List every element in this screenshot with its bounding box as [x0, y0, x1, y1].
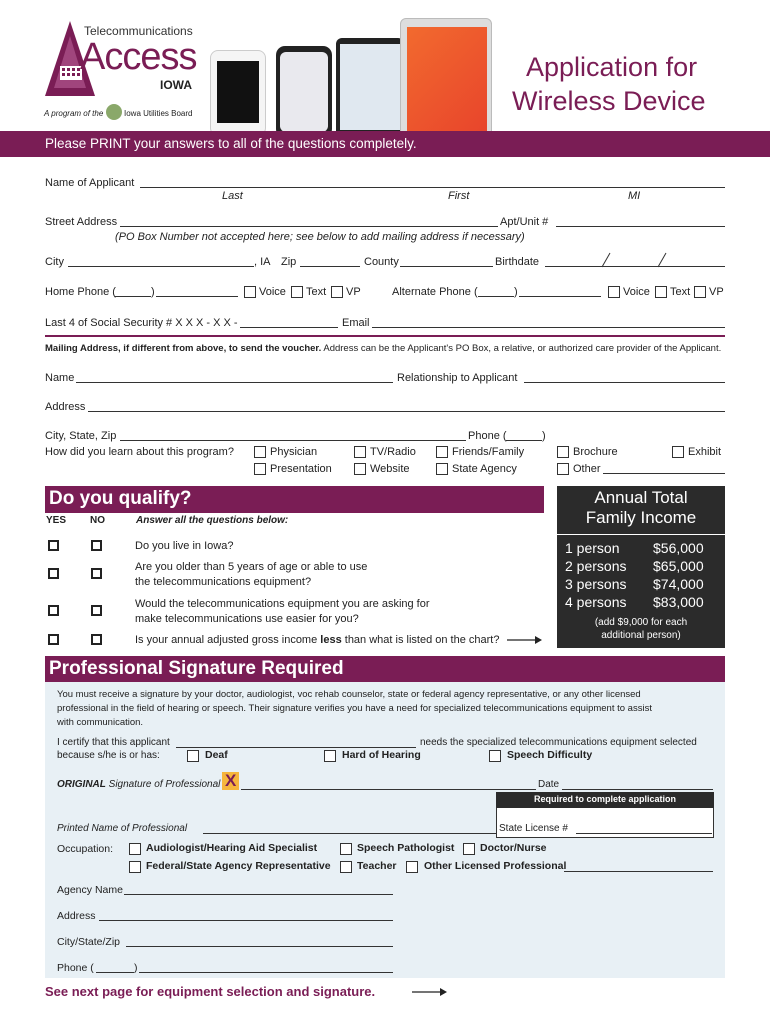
instruction-banner [0, 131, 770, 157]
qualify-header [45, 486, 544, 513]
income-panel [557, 486, 725, 648]
professional-header [45, 656, 725, 682]
city-label: City [45, 256, 64, 268]
phone-image-2 [276, 46, 332, 138]
date-slash-icon [656, 252, 668, 268]
alt-phone-label: Alternate Phone ( [392, 286, 478, 298]
yes-header: YES [46, 515, 67, 526]
apt-field[interactable] [556, 226, 725, 227]
prof-phone-area-field[interactable] [96, 972, 134, 973]
prof-address-label: Address [57, 910, 96, 922]
email-field[interactable] [372, 327, 725, 328]
tablet-image-1 [336, 38, 404, 138]
county-field[interactable] [400, 266, 493, 267]
name-label: Name of Applicant [45, 177, 135, 189]
friends-label: Friends/Family [452, 446, 525, 458]
occ-speech-path-label: Speech Pathologist [357, 842, 455, 854]
q1-yes-checkbox[interactable] [48, 540, 59, 551]
alt-text-checkbox[interactable] [655, 286, 667, 298]
occ-other-checkbox[interactable] [406, 861, 418, 873]
city-field[interactable] [68, 266, 254, 267]
voice-label: Voice [259, 286, 286, 298]
income-amount: $83,000 [653, 594, 704, 610]
occ-audiologist-checkbox[interactable] [129, 843, 141, 855]
mailing-note [45, 343, 721, 354]
prof-para-line2: professional in the field of hearing or speech. Their signature verifies you have a need for specialized telecommunications equipment to assist [57, 703, 652, 714]
relationship-field[interactable] [524, 382, 725, 383]
brochure-checkbox[interactable] [557, 446, 569, 458]
q1-text: Do you live in Iowa? [135, 540, 234, 552]
mail-phone-label: Phone ( [468, 430, 507, 442]
printed-name-field[interactable] [203, 833, 496, 834]
applicant-name-field[interactable] [176, 747, 416, 748]
occ-speech-path-checkbox[interactable] [340, 843, 352, 855]
arrow-right-icon [412, 986, 448, 998]
speech-checkbox[interactable] [489, 750, 501, 762]
prof-phone-field[interactable] [139, 972, 393, 973]
page-title-line2: Wireless Device [512, 86, 706, 116]
po-note: (PO Box Number not accepted here; see below to add mailing address if necessary) [115, 231, 525, 243]
no-header: NO [90, 515, 105, 526]
license-label: State License # [499, 823, 568, 834]
county-label: County [364, 256, 399, 268]
street-field[interactable] [120, 226, 498, 227]
mail-name-label: Name [45, 372, 75, 384]
signature-x-mark [222, 772, 239, 790]
because-label: because s/he is or has: [57, 750, 160, 761]
apt-label: Apt/Unit # [500, 216, 549, 228]
arrow-right-icon [507, 634, 543, 646]
presentation-label: Presentation [270, 463, 332, 475]
presentation-checkbox[interactable] [254, 463, 266, 475]
footer-note: See next page for equipment selection and signature. [45, 984, 376, 999]
board-logo-icon [106, 104, 122, 120]
alt-phone-field[interactable] [519, 296, 601, 297]
how-learn-label: How did you learn about this program? [45, 446, 234, 458]
zip-label: Zip [281, 256, 297, 268]
state-agency-label: State Agency [452, 463, 517, 475]
occ-other-field[interactable] [564, 871, 713, 872]
prof-address-field[interactable] [99, 920, 393, 921]
physician-label: Physician [270, 446, 318, 458]
page-title-line1: Application for [526, 52, 698, 82]
mail-address-field[interactable] [88, 411, 725, 412]
home-voice-checkbox[interactable] [244, 286, 256, 298]
mi-caption: MI [628, 190, 641, 202]
required-badge [496, 792, 714, 808]
mail-csz-label: City, State, Zip [45, 430, 117, 442]
paren-close: ) [542, 430, 546, 442]
qualify-title: Do you qualify? [49, 488, 192, 509]
professional-title: Professional Signature Required [49, 658, 344, 679]
logo-word-access: Access [80, 36, 197, 78]
prof-para-line3: with communication. [57, 717, 144, 728]
exhibit-checkbox[interactable] [672, 446, 684, 458]
text-label: Text [306, 286, 327, 298]
income-persons: 4 persons [565, 594, 627, 610]
mail-name-field[interactable] [76, 382, 393, 383]
home-phone-area-field[interactable] [115, 296, 151, 297]
tvradio-label: TV/Radio [370, 446, 416, 458]
website-checkbox[interactable] [354, 463, 366, 475]
qualify-instruction: Answer all the questions below: [136, 515, 289, 526]
q4-yes-checkbox[interactable] [48, 634, 59, 645]
income-divider [557, 534, 725, 535]
mail-address-label: Address [45, 401, 86, 413]
other-field[interactable] [603, 473, 725, 474]
device-images [210, 18, 492, 128]
needs-label: needs the specialized telecommunications equipment selected [420, 737, 697, 748]
prof-phone-close: ) [134, 962, 138, 974]
q4-no-checkbox[interactable] [91, 634, 102, 645]
occ-doctor-checkbox[interactable] [463, 843, 475, 855]
vp-label: VP [709, 286, 724, 298]
mailing-note-rest: Address can be the Applicant's PO Box, a relative, or authorized care provider of the Applicant. [321, 343, 722, 354]
printed-name-label: Printed Name of Professional [57, 823, 188, 834]
logo [40, 16, 200, 126]
q1-no-checkbox[interactable] [91, 540, 102, 551]
q2-text-line1: Are you older than 5 years of age or able to use [135, 561, 368, 573]
text-label: Text [670, 286, 691, 298]
relationship-label: Relationship to Applicant [397, 372, 518, 384]
alt-phone-area-field[interactable] [478, 296, 514, 297]
logo-word-telecom: Telecommunications [84, 24, 193, 38]
occ-federal-checkbox[interactable] [129, 861, 141, 873]
q4-text-bold: less [320, 634, 342, 646]
signature-text: Signature of Professional [105, 779, 221, 790]
income-title-line2: Family Income [585, 508, 697, 527]
agency-label: Agency Name [57, 884, 123, 896]
vp-label: VP [346, 286, 361, 298]
income-persons: 3 persons [565, 576, 627, 592]
tablet-image-2 [400, 18, 492, 138]
exhibit-label: Exhibit [688, 446, 722, 458]
last-caption: Last [222, 190, 243, 202]
income-amount: $74,000 [653, 576, 704, 592]
q2-yes-checkbox[interactable] [48, 568, 59, 579]
section-divider [45, 335, 725, 337]
paren-close: ) [514, 286, 518, 298]
first-caption: First [448, 190, 470, 202]
mail-csz-field[interactable] [120, 440, 466, 441]
mailing-note-bold: Mailing Address, if different from above, to send the voucher. [45, 343, 322, 354]
occ-audiologist-label: Audiologist/Hearing Aid Specialist [146, 842, 318, 854]
prof-csz-label: City/State/Zip [57, 936, 121, 948]
email-label: Email [342, 317, 370, 329]
original-label: ORIGINAL [57, 779, 106, 790]
phone-image-1 [210, 50, 266, 136]
ia-label: , IA [254, 256, 271, 268]
x-mark-text: X [225, 771, 237, 790]
deaf-checkbox[interactable] [187, 750, 199, 762]
home-text-checkbox[interactable] [291, 286, 303, 298]
income-note-line1: (add $9,000 for each [594, 617, 688, 628]
alt-voice-checkbox[interactable] [608, 286, 620, 298]
income-title-line1: Annual Total [594, 488, 688, 507]
street-label: Street Address [45, 216, 118, 228]
q4-text-c: than what is listed on the chart? [341, 634, 500, 646]
prof-csz-field[interactable] [126, 946, 393, 947]
required-text: Required to complete application [533, 794, 677, 804]
q3-text-line2: make telecommunications use easier for you? [135, 613, 359, 625]
occ-other-label: Other Licensed Professional [424, 860, 567, 872]
occ-teacher-checkbox[interactable] [340, 861, 352, 873]
income-amount: $65,000 [653, 558, 704, 574]
hoh-checkbox[interactable] [324, 750, 336, 762]
alt-vp-checkbox[interactable] [694, 286, 706, 298]
prof-para-line1: You must receive a signature by your doctor, audiologist, voc rehab counselor, state or federal agency representative, or any other licensed [57, 689, 641, 700]
income-note-line2: additional person) [601, 630, 681, 641]
home-phone-field[interactable] [156, 296, 238, 297]
q3-no-checkbox[interactable] [91, 605, 102, 616]
birthdate-field[interactable] [545, 266, 725, 267]
voice-label: Voice [623, 286, 650, 298]
q2-text-line2: the telecommunications equipment? [135, 576, 312, 588]
license-field[interactable] [576, 833, 712, 834]
speech-label: Speech Difficulty [507, 749, 593, 761]
name-field[interactable] [140, 187, 725, 188]
certify-label: I certify that this applicant [57, 737, 170, 748]
income-persons: 2 persons [565, 558, 627, 574]
mail-phone-area-field[interactable] [506, 440, 542, 441]
signature-field[interactable] [241, 789, 536, 790]
date-label: Date [538, 779, 560, 790]
website-label: Website [370, 463, 410, 475]
occupation-label: Occupation: [57, 843, 114, 855]
home-phone-label: Home Phone ( [45, 286, 116, 298]
home-vp-checkbox[interactable] [331, 286, 343, 298]
q3-text-line1: Would the telecommunications equipment you are asking for [135, 598, 430, 610]
deaf-label: Deaf [205, 749, 228, 761]
q3-yes-checkbox[interactable] [48, 605, 59, 616]
prof-phone-label: Phone ( [57, 962, 94, 974]
income-persons: 1 person [565, 540, 620, 556]
birthdate-label: Birthdate [495, 256, 540, 268]
ssn-label: Last 4 of Social Security # X X X - X X - [45, 317, 238, 329]
state-agency-checkbox[interactable] [436, 463, 448, 475]
board-name: Iowa Utilities Board [124, 109, 193, 118]
friends-checkbox[interactable] [436, 446, 448, 458]
other-label: Other [573, 463, 601, 475]
ssn-field[interactable] [240, 327, 338, 328]
occ-teacher-label: Teacher [357, 860, 397, 872]
paren-close: ) [151, 286, 155, 298]
date-slash-icon [600, 252, 612, 268]
banner-text: Please PRINT your answers to all of the questions completely. [45, 136, 417, 151]
logo-word-iowa: IOWA [160, 78, 192, 92]
signature-label [57, 779, 220, 790]
zip-field[interactable] [300, 266, 360, 267]
hoh-label: Hard of Hearing [342, 749, 421, 761]
agency-field[interactable] [124, 894, 393, 895]
brochure-label: Brochure [573, 446, 618, 458]
q4-text-a: Is your annual adjusted gross income [135, 634, 321, 646]
occ-doctor-label: Doctor/Nurse [480, 842, 547, 854]
occ-federal-label: Federal/State Agency Representative [146, 860, 331, 872]
other-checkbox[interactable] [557, 463, 569, 475]
date-field[interactable] [562, 789, 713, 790]
program-of: A program of the [44, 109, 104, 118]
q2-no-checkbox[interactable] [91, 568, 102, 579]
physician-checkbox[interactable] [254, 446, 266, 458]
tvradio-checkbox[interactable] [354, 446, 366, 458]
q4-text [135, 634, 499, 646]
income-amount: $56,000 [653, 540, 704, 556]
